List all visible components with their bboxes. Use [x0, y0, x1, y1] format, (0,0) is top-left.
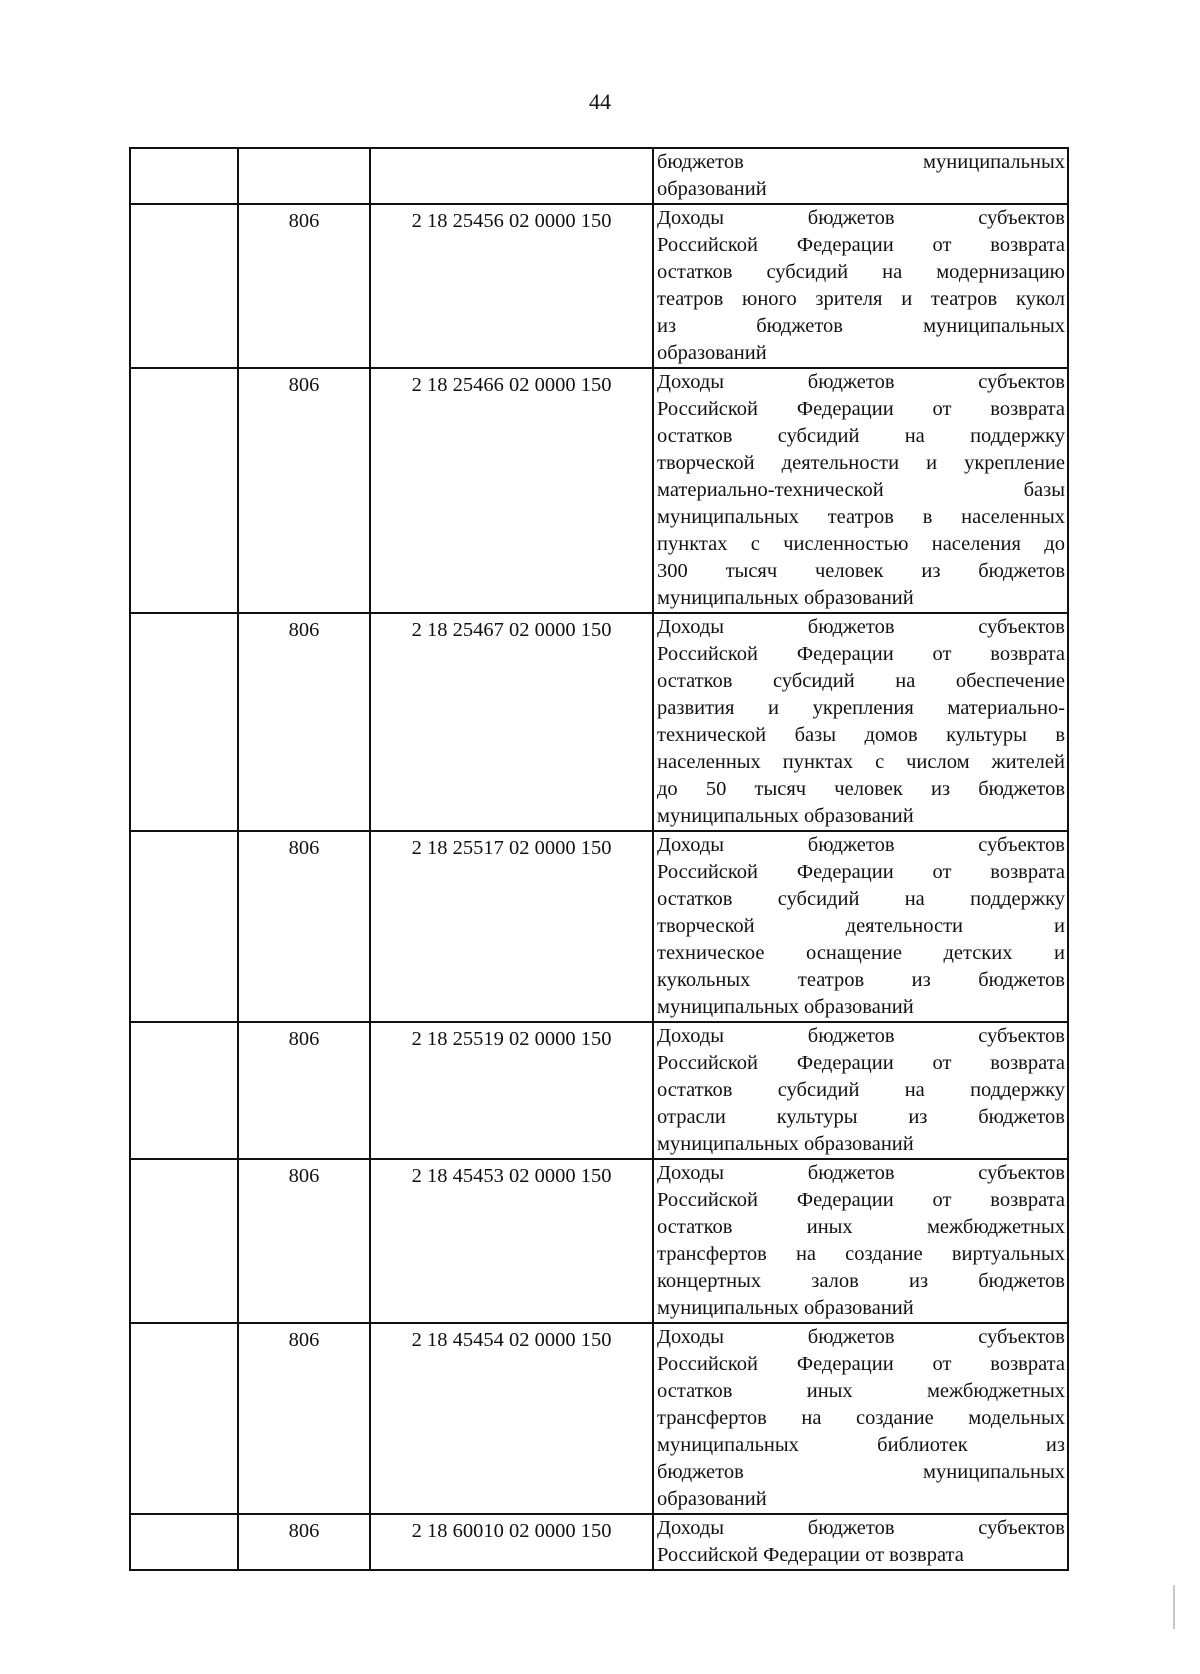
income-description-cell: [653, 613, 1068, 831]
description-line: Доходы бюджетов субъектов: [657, 371, 1065, 393]
budget-classification-code-cell: 2 18 25519 02 0000 150: [370, 1022, 653, 1159]
description-line: Доходы бюджетов субъектов: [657, 207, 1065, 229]
empty-index-cell: [130, 204, 238, 368]
table-row: [130, 1323, 1068, 1514]
page-number: 44: [589, 89, 611, 114]
description-line: муниципальных образований: [657, 1133, 914, 1155]
budget-classification-code-cell: 2 18 45454 02 0000 150: [370, 1323, 653, 1514]
budget-classification-code-cell: [370, 148, 653, 204]
description-line: Доходы бюджетов субъектов: [657, 1162, 1065, 1184]
administrator-code-cell: 806: [238, 204, 370, 368]
empty-index-cell: [130, 831, 238, 1022]
description-line: Российской Федерации от возврата: [657, 1544, 964, 1566]
description-line: развития и укрепления материально-: [657, 697, 1065, 719]
description-line: Российской Федерации от возврата: [657, 398, 1065, 420]
table-row: [130, 1514, 1068, 1570]
budget-classification-code-cell: 2 18 25517 02 0000 150: [370, 831, 653, 1022]
table-body: [130, 148, 1068, 1570]
description-line: театров юного зрителя и театров кукол: [657, 288, 1065, 310]
description-line: Российской Федерации от возврата: [657, 861, 1065, 883]
description-line: до 50 тысяч человек из бюджетов: [657, 778, 1065, 800]
description-line: образований: [657, 178, 767, 200]
administrator-code-cell: 806: [238, 1159, 370, 1323]
table-row: [130, 1159, 1068, 1323]
description-line: остатков субсидий на поддержку: [657, 1079, 1065, 1101]
description-line: из бюджетов муниципальных: [657, 315, 1065, 337]
empty-index-cell: [130, 368, 238, 613]
description-line: Российской Федерации от возврата: [657, 1189, 1065, 1211]
description-line: отрасли культуры из бюджетов: [657, 1106, 1065, 1128]
description-line: трансфертов на создание модельных: [657, 1407, 1065, 1429]
budget-classification-code-cell: 2 18 45453 02 0000 150: [370, 1159, 653, 1323]
description-line: кукольных театров из бюджетов: [657, 969, 1065, 991]
budget-classification-code-cell: 2 18 25467 02 0000 150: [370, 613, 653, 831]
description-line: Доходы бюджетов субъектов: [657, 1517, 1065, 1539]
budget-classification-code-cell: 2 18 60010 02 0000 150: [370, 1514, 653, 1570]
budget-codes-table: [129, 147, 1069, 1571]
empty-index-cell: [130, 613, 238, 831]
table-row: [130, 204, 1068, 368]
description-line: остатков субсидий на поддержку: [657, 888, 1065, 910]
table-row: [130, 613, 1068, 831]
description-line: Российской Федерации от возврата: [657, 1052, 1065, 1074]
description-line: пунктах с численностью населения до: [657, 533, 1065, 555]
description-line: Доходы бюджетов субъектов: [657, 616, 1065, 638]
description-line: бюджетов муниципальных: [657, 1461, 1065, 1483]
table-row: [130, 368, 1068, 613]
description-line: концертных залов из бюджетов: [657, 1270, 1065, 1292]
description-line: материально-технической базы: [657, 479, 1065, 501]
income-description-cell: [653, 1022, 1068, 1159]
description-line: муниципальных библиотек из: [657, 1434, 1065, 1456]
description-line: технической базы домов культуры в: [657, 724, 1065, 746]
income-description-cell: [653, 1159, 1068, 1323]
description-line: остатков субсидий на модернизацию: [657, 261, 1065, 283]
description-line: остатков субсидий на обеспечение: [657, 670, 1065, 692]
description-line: Доходы бюджетов субъектов: [657, 834, 1065, 856]
description-line: образований: [657, 1488, 767, 1510]
description-line: муниципальных образований: [657, 587, 914, 609]
description-line: образований: [657, 342, 767, 364]
empty-index-cell: [130, 1022, 238, 1159]
description-line: муниципальных образований: [657, 996, 914, 1018]
administrator-code-cell: 806: [238, 831, 370, 1022]
budget-classification-code-cell: 2 18 25466 02 0000 150: [370, 368, 653, 613]
administrator-code-cell: 806: [238, 368, 370, 613]
description-line: 300 тысяч человек из бюджетов: [657, 560, 1065, 582]
description-line: муниципальных театров в населенных: [657, 506, 1065, 528]
description-line: Российской Федерации от возврата: [657, 1353, 1065, 1375]
empty-index-cell: [130, 1159, 238, 1323]
description-line: Доходы бюджетов субъектов: [657, 1326, 1065, 1348]
description-line: Российской Федерации от возврата: [657, 643, 1065, 665]
empty-index-cell: [130, 1514, 238, 1570]
income-description-cell: [653, 831, 1068, 1022]
administrator-code-cell: 806: [238, 1323, 370, 1514]
table-row: [130, 1022, 1068, 1159]
description-line: Доходы бюджетов субъектов: [657, 1025, 1065, 1047]
income-description-cell: [653, 1323, 1068, 1514]
scan-margin-mark: [1173, 1585, 1175, 1629]
description-line: техническое оснащение детских и: [657, 942, 1065, 964]
description-line: Российской Федерации от возврата: [657, 234, 1065, 256]
table-row: [130, 831, 1068, 1022]
description-line: муниципальных образований: [657, 805, 914, 827]
administrator-code-cell: 806: [238, 1022, 370, 1159]
budget-classification-code-cell: 2 18 25456 02 0000 150: [370, 204, 653, 368]
description-line: муниципальных образований: [657, 1297, 914, 1319]
empty-index-cell: [130, 1323, 238, 1514]
income-description-cell: [653, 1514, 1068, 1570]
income-description-cell: [653, 204, 1068, 368]
administrator-code-cell: 806: [238, 1514, 370, 1570]
description-line: остатков иных межбюджетных: [657, 1216, 1065, 1238]
description-line: остатков субсидий на поддержку: [657, 425, 1065, 447]
empty-index-cell: [130, 148, 238, 204]
description-line: творческой деятельности и: [657, 915, 1065, 937]
administrator-code-cell: [238, 148, 370, 204]
table-row: [130, 148, 1068, 204]
description-line: трансфертов на создание виртуальных: [657, 1243, 1065, 1265]
description-line: творческой деятельности и укрепление: [657, 452, 1065, 474]
income-description-cell: [653, 148, 1068, 204]
description-line: населенных пунктах с числом жителей: [657, 751, 1065, 773]
income-description-cell: [653, 368, 1068, 613]
description-line: остатков иных межбюджетных: [657, 1380, 1065, 1402]
administrator-code-cell: 806: [238, 613, 370, 831]
description-line: бюджетов муниципальных: [657, 151, 1065, 173]
